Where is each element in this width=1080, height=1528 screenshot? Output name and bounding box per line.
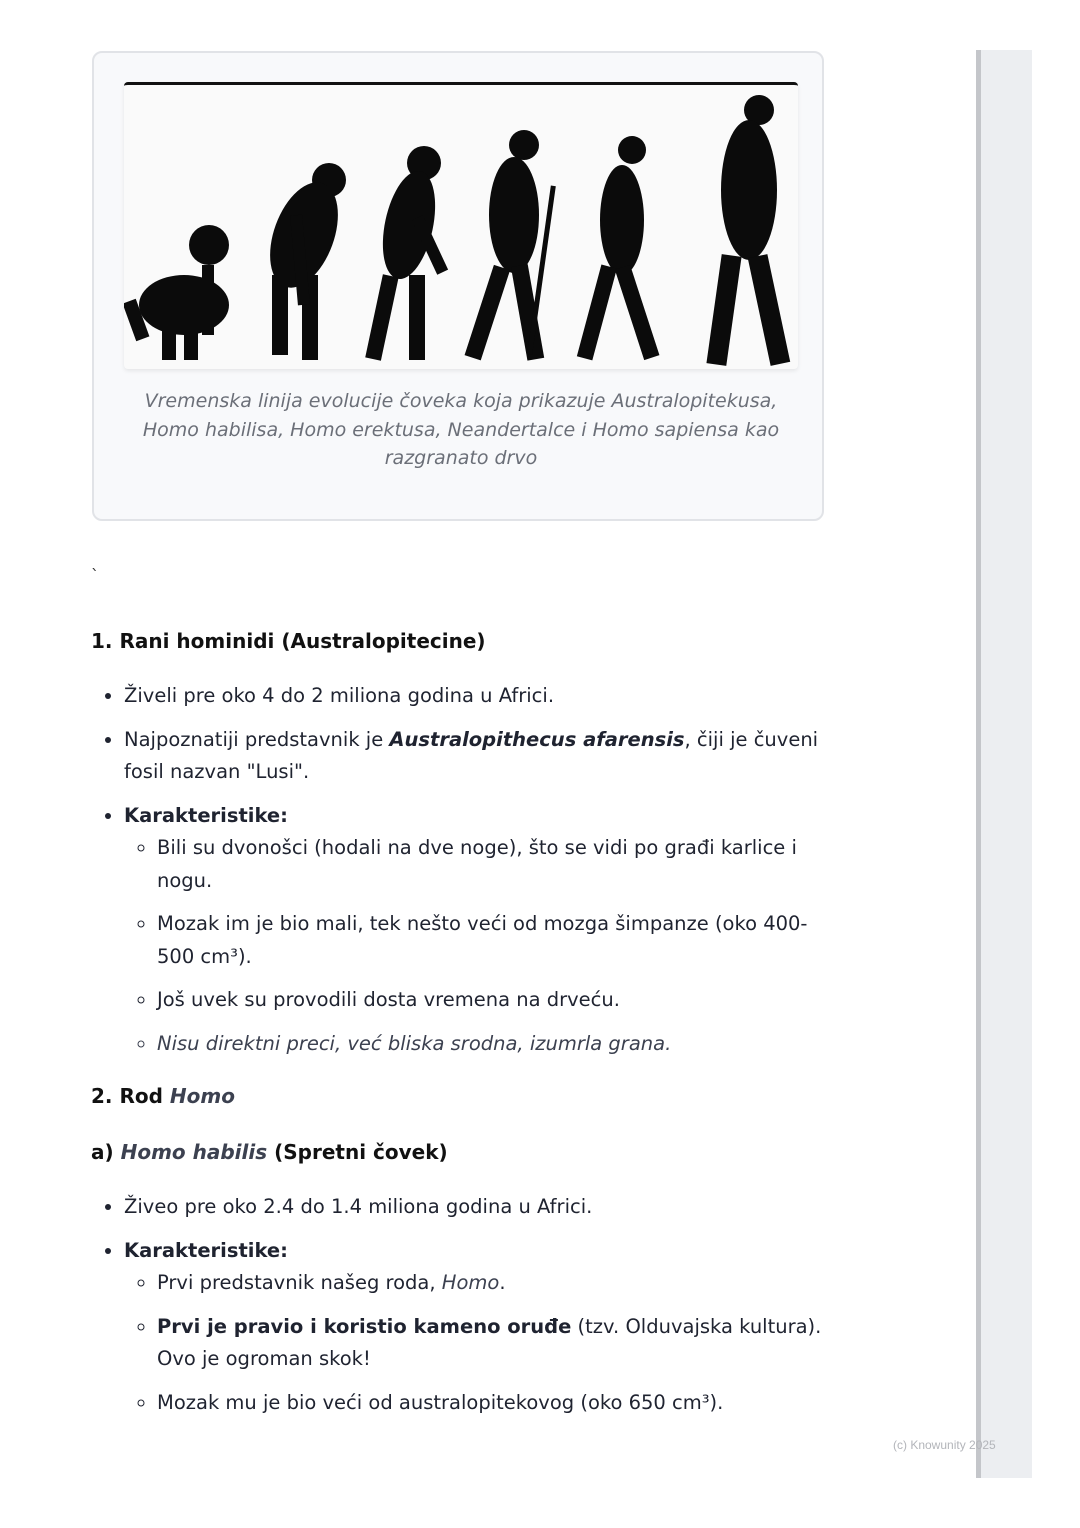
- text: a): [91, 1140, 121, 1164]
- text: Prvi je pravio i koristio kameno oruđe: [157, 1314, 572, 1338]
- list-item: [124, 800, 831, 1061]
- characteristics-list: [124, 1267, 831, 1419]
- section-heading-early-hominids: 1. Rani hominidi (Australopitecine): [91, 629, 486, 653]
- characteristics-list: [124, 832, 831, 1060]
- homo-habilis-list: [91, 1191, 831, 1419]
- list-item: ◦ Nisu direktni preci, već bliska srodna, izumrla grana.: [157, 1028, 831, 1061]
- figure-caption: Vremenska linija evolucije čoveka koja prikazuje Australopitekusa, Homo habilisa, Homo erektusa, Neandertalce i Homo sapiensa kao razgranato drvo: [142, 390, 780, 469]
- text: 2. Rod: [91, 1084, 170, 1108]
- section-heading-genus-homo: [91, 1079, 831, 1113]
- document-content: [91, 624, 831, 1430]
- list-item: • Živeo pre oko 2.4 do 1.4 miliona godina u Africi.: [124, 1191, 831, 1224]
- list-item: • Živeli pre oko 4 do 2 miliona godina u Africi.: [124, 680, 831, 713]
- list-item: ◦ Još uvek su provodili dosta vremena na drveću.: [157, 984, 831, 1017]
- text: (Spretni čovek): [267, 1140, 448, 1164]
- list-item: [124, 1235, 831, 1420]
- evolution-silhouettes: [124, 85, 798, 369]
- text: (tzv. Olduvajska kultura). Ovo je ogroman skok!: [157, 1314, 822, 1370]
- text: Homo habilis: [120, 1140, 268, 1164]
- text: Homo: [441, 1271, 500, 1294]
- scrollbar[interactable]: [976, 50, 1032, 1478]
- text: .: [499, 1271, 506, 1294]
- stray-backtick: `: [91, 566, 99, 585]
- text: Prvi predstavnik našeg roda,: [157, 1271, 442, 1294]
- subheading-homo-habilis: [91, 1135, 831, 1169]
- list-item: [124, 724, 831, 789]
- list-item: [157, 1267, 831, 1300]
- characteristics-label: Karakteristike:: [124, 803, 288, 827]
- figure-card: [92, 51, 824, 521]
- list-item: [157, 1311, 831, 1376]
- list-item: ◦ Bili su dvonošci (hodali na dve noge), što se vidi po građi karlice i nogu.: [157, 832, 831, 897]
- list-item: ◦ Mozak mu je bio veći od australopitekovog (oko 650 cm³).: [157, 1387, 831, 1420]
- evolution-image: [124, 82, 798, 369]
- text: Najpoznatiji predstavnik je: [124, 727, 390, 751]
- species-name: Australopithecus afarensis: [389, 727, 685, 751]
- early-hominids-list: [91, 680, 831, 1060]
- text: , čiji je čuveni fosil nazvan "Lusi".: [124, 727, 819, 783]
- text: Homo: [169, 1084, 235, 1108]
- characteristics-label: Karakteristike:: [124, 1238, 288, 1262]
- copyright: (c) Knowunity 2025: [893, 1438, 996, 1452]
- list-item: ◦ Mozak im je bio mali, tek nešto veći od mozga šimpanze (oko 400-500 cm³).: [157, 908, 831, 973]
